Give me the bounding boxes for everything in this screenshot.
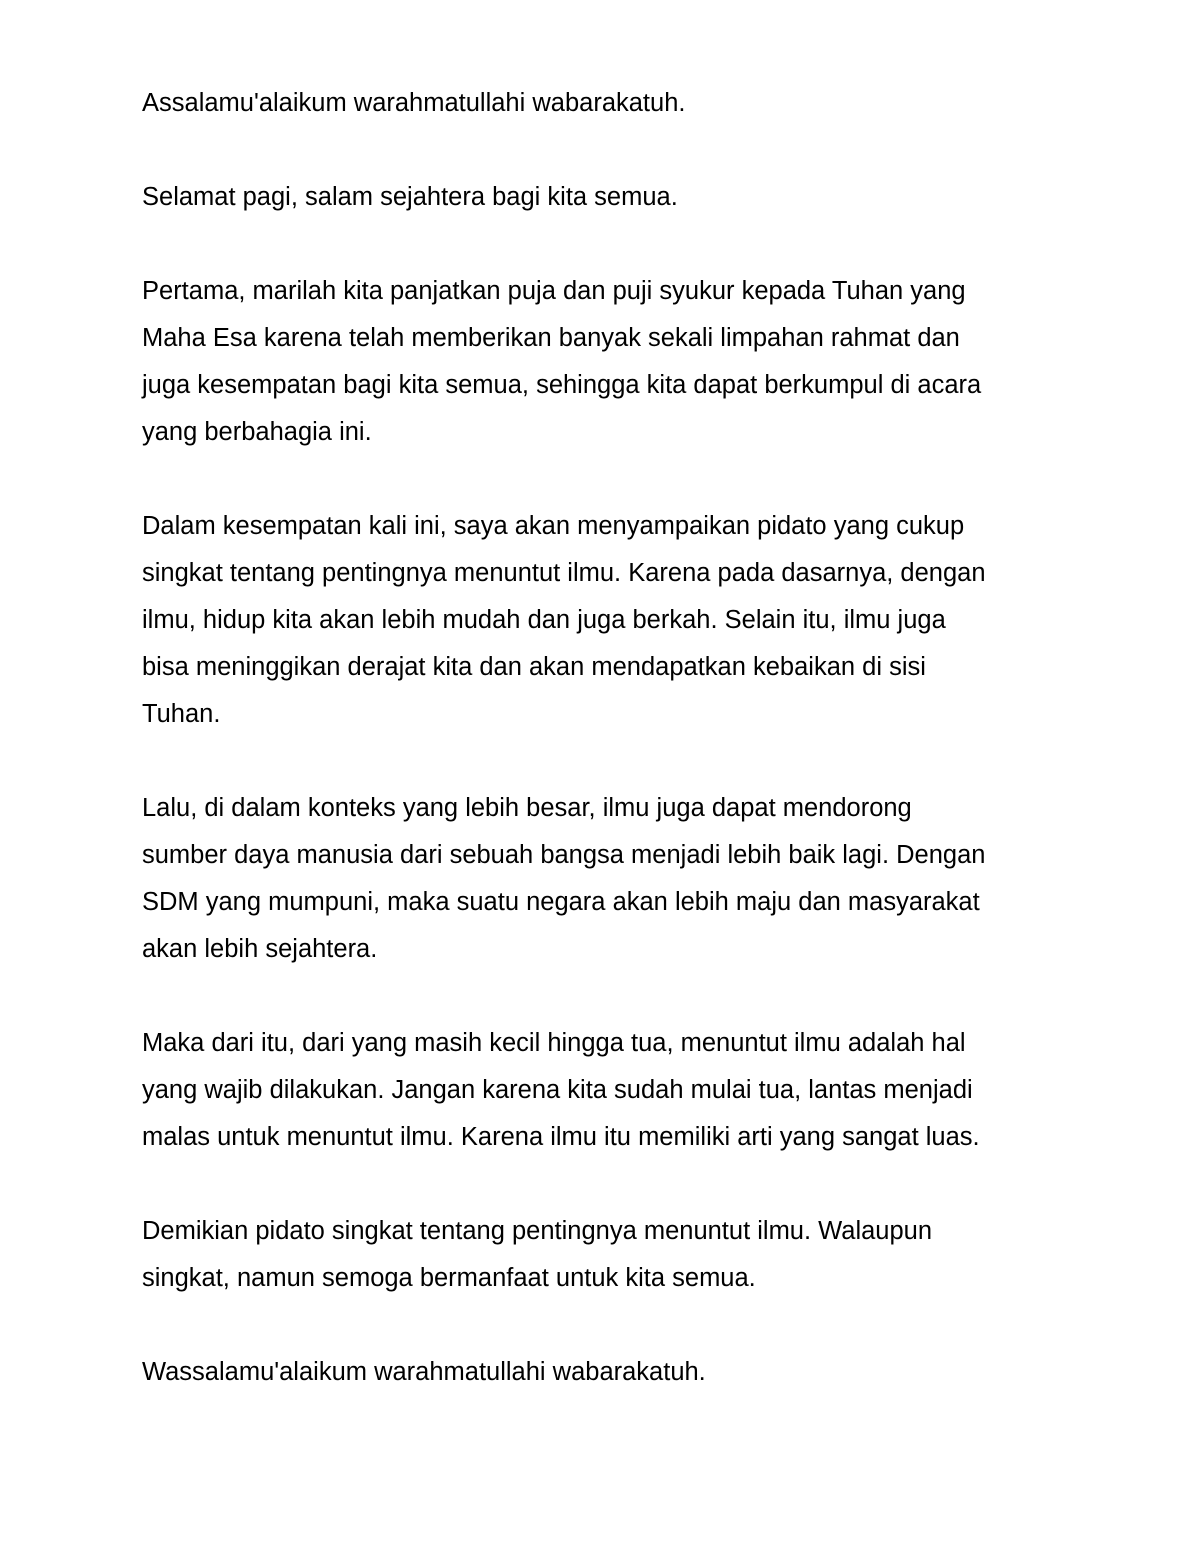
text-line: yang berbahagia ini. [142,418,372,446]
text-line: singkat, namun semoga bermanfaat untuk kita semua. [142,1264,756,1292]
text-line: Maka dari itu, dari yang masih kecil hingga tua, menuntut ilmu adalah hal [142,1029,966,1057]
paragraph-lifelong-learning [142,1020,1072,1161]
paragraph-gratitude [142,268,1072,456]
text-line: akan lebih sejahtera. [142,935,378,963]
text-line: SDM yang mumpuni, maka suatu negara akan lebih maju dan masyarakat [142,888,980,916]
text-line: Tuhan. [142,700,221,728]
text-line: Pertama, marilah kita panjatkan puja dan puji syukur kepada Tuhan yang [142,277,966,305]
paragraph-closing-greeting [142,1349,1072,1396]
paragraph-broader-context [142,785,1072,973]
document-body [142,80,1072,1443]
text-line: malas untuk menuntut ilmu. Karena ilmu itu memiliki arti yang sangat luas. [142,1123,980,1151]
text-line: Selamat pagi, salam sejahtera bagi kita semua. [142,183,678,211]
text-line: ilmu, hidup kita akan lebih mudah dan juga berkah. Selain itu, ilmu juga [142,606,946,634]
text-line: Assalamu'alaikum warahmatullahi wabarakatuh. [142,89,686,117]
text-line: singkat tentang pentingnya menuntut ilmu. Karena pada dasarnya, dengan [142,559,986,587]
paragraph-topic-introduction [142,503,1072,738]
text-line: Lalu, di dalam konteks yang lebih besar, ilmu juga dapat mendorong [142,794,912,822]
text-line: Maha Esa karena telah memberikan banyak sekali limpahan rahmat dan [142,324,960,352]
paragraph-opening-greeting [142,80,1072,127]
text-line: Demikian pidato singkat tentang pentingnya menuntut ilmu. Walaupun [142,1217,933,1245]
text-line: sumber daya manusia dari sebuah bangsa menjadi lebih baik lagi. Dengan [142,841,986,869]
text-line: juga kesempatan bagi kita semua, sehingga kita dapat berkumpul di acara [142,371,982,399]
text-line: Wassalamu'alaikum warahmatullahi wabarakatuh. [142,1358,706,1386]
text-line: bisa meninggikan derajat kita dan akan mendapatkan kebaikan di sisi [142,653,926,681]
paragraph-closing-remarks [142,1208,1072,1302]
text-line: Dalam kesempatan kali ini, saya akan menyampaikan pidato yang cukup [142,512,965,540]
paragraph-morning-greeting [142,174,1072,221]
text-line: yang wajib dilakukan. Jangan karena kita sudah mulai tua, lantas menjadi [142,1076,973,1104]
